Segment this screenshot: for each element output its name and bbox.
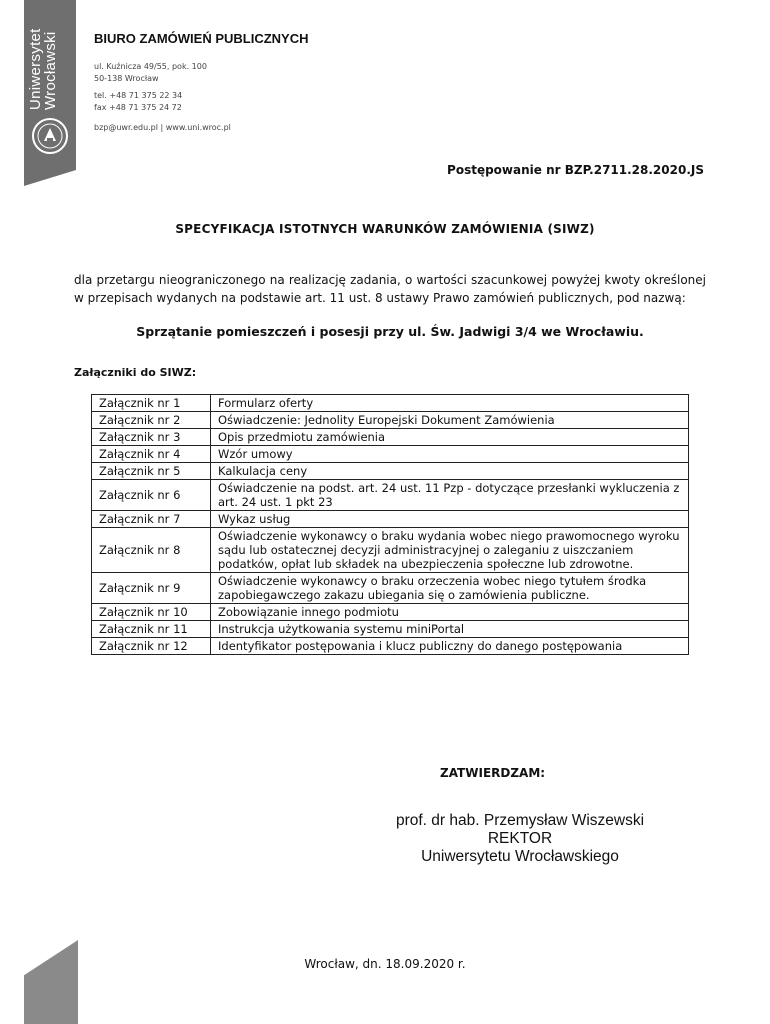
- attachment-label: Załącznik nr 7: [92, 511, 211, 528]
- attachment-description: Oświadczenie: Jednolity Europejski Dokument Zamówienia: [211, 412, 689, 429]
- attachment-description: Oświadczenie na podst. art. 24 ust. 11 Pzp - dotyczące przesłanki wykluczenia z art. 24 ust. 1 pkt 23: [211, 480, 689, 511]
- attachment-description: Formularz oferty: [211, 395, 689, 412]
- attachment-label: Załącznik nr 3: [92, 429, 211, 446]
- office-contact: bzp@uwr.edu.pl | www.uni.wroc.pl: [94, 123, 231, 132]
- attachment-label: Załącznik nr 9: [92, 573, 211, 604]
- attachment-description: Wzór umowy: [211, 446, 689, 463]
- attachment-description: Instrukcja użytkowania systemu miniPortal: [211, 621, 689, 638]
- table-row: [92, 446, 689, 463]
- signatory-position: REKTOR: [487, 830, 553, 847]
- office-name: BIURO ZAMÓWIEŃ PUBLICZNYCH: [94, 31, 309, 46]
- table-row: [92, 528, 689, 573]
- signatory-institution: Uniwersytetu Wrocławskiego: [421, 848, 619, 865]
- attachment-description: Wykaz usług: [211, 511, 689, 528]
- attachment-label: Załącznik nr 6: [92, 480, 211, 511]
- table-row: [92, 511, 689, 528]
- attachment-label: Załącznik nr 5: [92, 463, 211, 480]
- office-address-line-1: ul. Kuźnicza 49/55, pok. 100: [94, 62, 207, 71]
- contract-subject: Sprzątanie pomieszczeń i posesji przy ul. Św. Jadwigi 3/4 we Wrocławiu.: [136, 324, 644, 339]
- logo-text-line-2: Wrocławski: [42, 31, 59, 110]
- table-row: [92, 573, 689, 604]
- table-row: [92, 638, 689, 655]
- attachment-description: Opis przedmiotu zamówienia: [211, 429, 689, 446]
- attachments-heading: Załączniki do SIWZ:: [74, 366, 197, 379]
- attachment-label: Załącznik nr 12: [92, 638, 211, 655]
- table-row: [92, 604, 689, 621]
- table-row: [92, 412, 689, 429]
- attachment-label: Załącznik nr 2: [92, 412, 211, 429]
- attachment-description: Kalkulacja ceny: [211, 463, 689, 480]
- table-row: [92, 621, 689, 638]
- attachment-description: Zobowiązanie innego podmiotu: [211, 604, 689, 621]
- intro-paragraph: dla przetargu nieograniczonego na realizację zadania, o wartości szacunkowej powyżej kwoty określonej w przepisach wydanych na podstawie art. 11 ust. 8 ustawy Prawo zamówień publicznych, pod nazwą:: [74, 273, 706, 305]
- signatory-name: prof. dr hab. Przemysław Wiszewski: [395, 812, 645, 829]
- table-row: [92, 395, 689, 412]
- university-logo-text: [28, 0, 58, 110]
- table-row: [92, 463, 689, 480]
- office-address-line-2: 50-138 Wrocław: [94, 74, 159, 83]
- attachment-label: Załącznik nr 1: [92, 395, 211, 412]
- attachment-label: Załącznik nr 8: [92, 528, 211, 573]
- university-seal-icon: [30, 116, 70, 156]
- table-row: [92, 480, 689, 511]
- table-row: [92, 429, 689, 446]
- attachment-label: Załącznik nr 10: [92, 604, 211, 621]
- attachment-description: Oświadczenie wykonawcy o braku wydania wobec niego prawomocnego wyroku sądu lub ostatecznej decyzji administracyjnej o zaleganiu z uiszczaniem podatków, opłat lub składek na ubezpieczenia społeczne lub zdrowotne.: [211, 528, 689, 573]
- document-title: SPECYFIKACJA ISTOTNYCH WARUNKÓW ZAMÓWIENIA (SIWZ): [175, 222, 595, 236]
- logo-text-line-1: Uniwersytet: [27, 28, 44, 110]
- corner-decoration: [24, 940, 78, 1024]
- attachment-description: Identyfikator postępowania i klucz publiczny do danego postępowania: [211, 638, 689, 655]
- attachments-table: [91, 394, 689, 655]
- attachment-description: Oświadczenie wykonawcy o braku orzeczenia wobec niego tytułem środka zapobiegawczego zakazu ubiegania się o zamówienia publiczne.: [211, 573, 689, 604]
- office-fax: fax +48 71 375 24 72: [94, 103, 182, 112]
- approval-label: ZATWIERDZAM:: [440, 766, 546, 780]
- procedure-number: Postępowanie nr BZP.2711.28.2020.JS: [447, 163, 704, 177]
- attachment-label: Załącznik nr 11: [92, 621, 211, 638]
- attachment-label: Załącznik nr 4: [92, 446, 211, 463]
- office-phone: tel. +48 71 375 22 34: [94, 91, 183, 100]
- place-and-date: Wrocław, dn. 18.09.2020 r.: [304, 957, 466, 971]
